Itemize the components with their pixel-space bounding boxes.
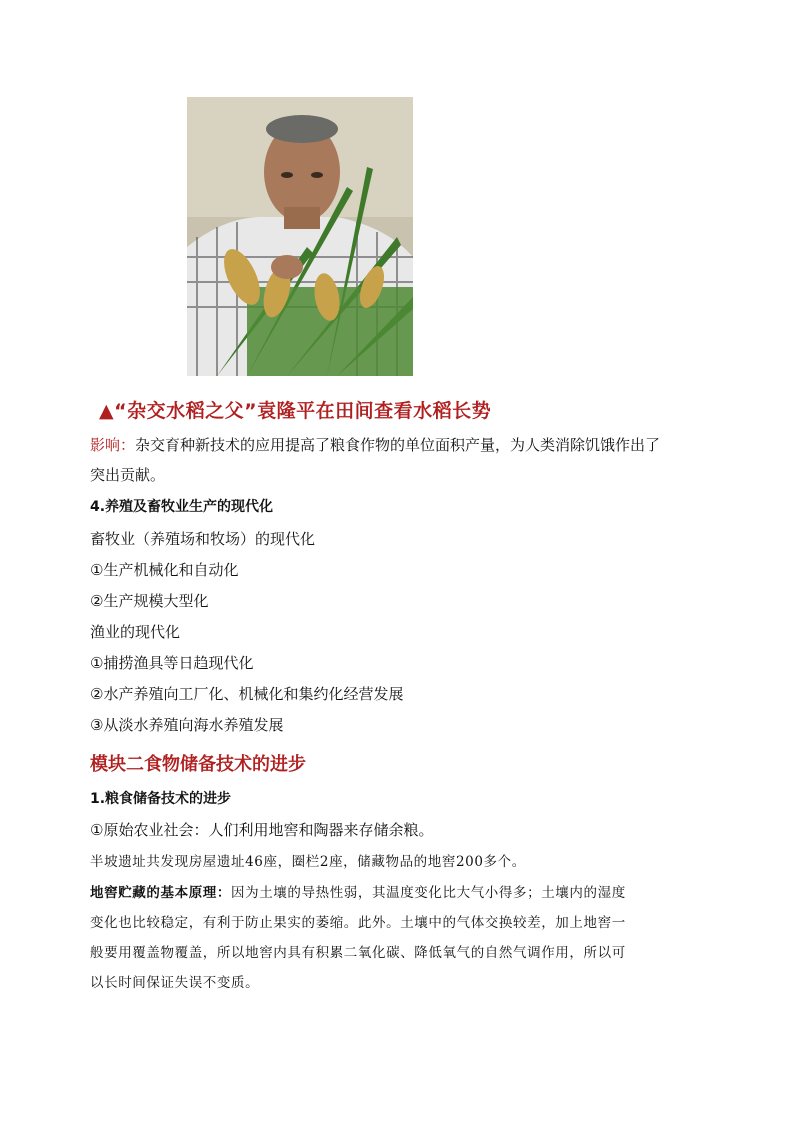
list-item: ②生产规模大型化 <box>90 592 209 610</box>
principle-line: 变化也比较稳定，有利于防止果实的萎缩。此外。土壤中的气体交换较差，加上地窖一 <box>90 915 626 931</box>
yuan-longping-photo <box>187 97 413 376</box>
section4-heading: 4.养殖及畜牧业生产的现代化 <box>90 499 274 515</box>
list-item: ①生产机械化和自动化 <box>90 561 239 579</box>
primitive-storage-text: ①原始农业社会：人们利用地窖和陶器来存储余粮。 <box>90 821 434 839</box>
principle-paragraph <box>90 882 626 904</box>
banpo-text: 半坡遗址共发现房屋遗址46座，圈栏2座，储藏物品的地窖200多个。 <box>90 854 526 870</box>
influence-paragraph <box>90 434 660 456</box>
principle-line: 以长时间保证失误不变质。 <box>90 975 260 991</box>
influence-label: 影响： <box>90 436 136 454</box>
influence-text-cont: 突出贡献。 <box>90 466 166 484</box>
principle-line: 因为土壤的导热性弱，其温度变化比大气小得多；土壤内的湿度 <box>231 885 626 901</box>
module2-subheading: 1.粮食储备技术的进步 <box>90 791 232 807</box>
figure-caption: ▲“杂交水稻之父”袁隆平在田间查看水稻长势 <box>99 400 492 422</box>
list-item: ①捕捞渔具等日趋现代化 <box>90 654 254 672</box>
principle-line: 般要用覆盖物覆盖，所以地窖内具有积累二氧化碳、降低氧气的自然气调作用，所以可 <box>90 945 626 961</box>
principle-label: 地窖贮藏的基本原理： <box>90 885 231 901</box>
list-item: ③从淡水养殖向海水养殖发展 <box>90 716 284 734</box>
list-item: 渔业的现代化 <box>90 623 181 641</box>
module2-title: 模块二食物储备技术的进步 <box>90 754 306 775</box>
list-item: ②水产养殖向工厂化、机械化和集约化经营发展 <box>90 685 404 703</box>
list-item: 畜牧业（养殖场和牧场）的现代化 <box>90 530 316 548</box>
influence-text: 杂交育种新技术的应用提高了粮食作物的单位面积产量，为人类消除饥饿作出了 <box>135 436 661 454</box>
